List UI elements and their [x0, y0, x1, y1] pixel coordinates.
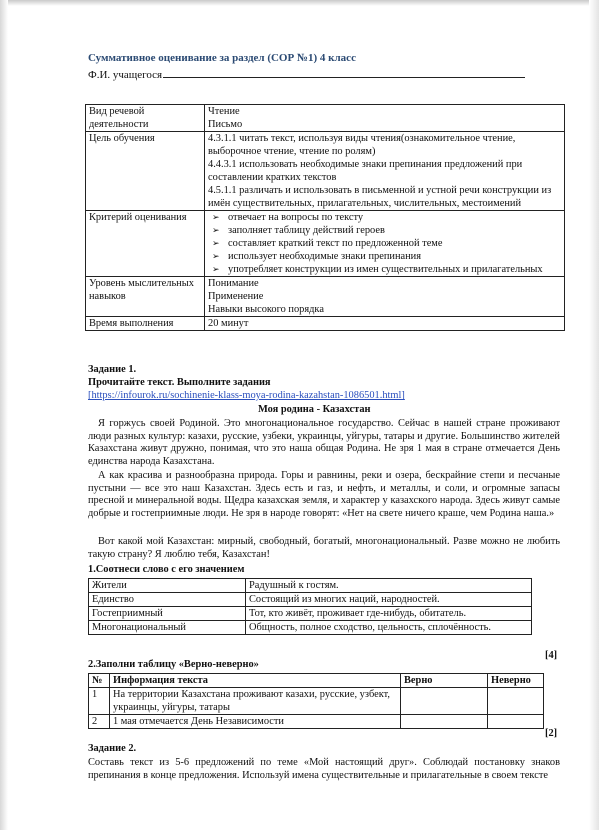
false-answer-cell[interactable] [488, 688, 544, 715]
speech-activity-values [205, 105, 565, 132]
speech-activity-label: Вид речевой деятельности [86, 105, 205, 132]
match-table [88, 578, 532, 635]
text-title: Моя родина - Казахстан [258, 404, 371, 415]
match-meaning: Общность, полное сходство, цельность, сплочённость. [246, 621, 532, 635]
student-name-row [88, 67, 525, 81]
criteria-list [208, 211, 561, 276]
false-answer-cell[interactable] [488, 715, 544, 729]
table-row [89, 579, 532, 593]
column-header: Неверно [488, 674, 544, 688]
speech-activity-value: Чтение [208, 106, 240, 117]
page-shadow-top [0, 0, 599, 6]
task2-text: Составь текст из 5-6 предложений по теме «Мой настоящий друг». Соблюдай постановку знаков препинания в конце предложения. Используй имена существительные и прилагательные в своем тексте [88, 757, 560, 781]
task1-instruction: Прочитайте текст. Выполните задания [88, 377, 271, 388]
true-answer-cell[interactable] [401, 688, 488, 715]
table-row [86, 105, 565, 132]
criteria-item: ➢ заполняет таблицу действий героев [208, 224, 561, 237]
true-false-score: [2] [545, 728, 558, 739]
match-word: Жители [89, 579, 246, 593]
criteria-item: ➢ употребляет конструкции из имен существительных и прилагательных [208, 263, 561, 276]
text-paragraph: Вот какой мой Казахстан: мирный, свободный, богатый, многонациональный. Разве можно не любить такую страну? Я люблю тебя, Казахстан! [88, 536, 560, 560]
level-label: Уровень мыслительных навыков [86, 277, 205, 317]
source-link[interactable]: [https://infourok.ru/sochinenie-klass-moya-rodina-kazahstan-1086501.html] [88, 390, 405, 401]
table-row [86, 211, 565, 277]
goal-item: 4.3.1.1 читать текст, используя виды чтения(ознакомительное чтение, выборочное чтение, чтение по ролям) [208, 133, 516, 157]
match-score: [4] [545, 650, 558, 661]
student-name-line [163, 67, 525, 78]
table-header-row [89, 674, 544, 688]
match-meaning: Состоящий из многих наций, народностей. [246, 593, 532, 607]
level-item: Навыки высокого порядка [208, 304, 324, 315]
row-number: 2 [89, 715, 110, 729]
goal-item: 4.4.3.1 использовать необходимые знаки препинания предложений при составлении кратких текстов [208, 159, 523, 183]
true-false-table [88, 673, 544, 729]
criteria-item: ➢ отвечает на вопросы по тексту [208, 211, 561, 224]
column-header: № [89, 674, 110, 688]
row-number: 1 [89, 688, 110, 715]
criteria-item: ➢ использует необходимые знаки препинания [208, 250, 561, 263]
table-row [86, 277, 565, 317]
column-header: Верно [401, 674, 488, 688]
page-shadow-left [0, 0, 8, 830]
criteria-cell [205, 211, 565, 277]
match-word: Гостеприимный [89, 607, 246, 621]
true-answer-cell[interactable] [401, 715, 488, 729]
task2-title: Задание 2. [88, 743, 137, 754]
speech-activity-value: Письмо [208, 119, 243, 130]
document-title: Суммативное оценивание за раздел (СОР №1) 4 класс [88, 52, 356, 64]
statement-text: На территории Казахстана проживают казахи, русские, узбект, украинцы, уйгуры, татары [110, 688, 401, 715]
table-row [86, 317, 565, 331]
student-name-label: Ф.И. учащегося [88, 69, 163, 81]
page-shadow-right [589, 0, 599, 830]
table-row [89, 593, 532, 607]
level-item: Применение [208, 291, 264, 302]
table-row [89, 607, 532, 621]
match-word: Единство [89, 593, 246, 607]
text-paragraph: Я горжусь своей Родиной. Это многонациональное государство. Сейчас в нашей стране проживают люди разных культур: казахи, русские, узбеки, украинцы, уйгуры, татары и другие. Большинство жителей Казахстана живут дружно, понимая, что это наша общая Родина. Не зря 1 мая в стране отмечается День единства народа Казахстана. [88, 418, 560, 467]
true-false-title: 2.Заполни таблицу «Верно-неверно» [88, 659, 259, 670]
table-row [89, 715, 544, 729]
match-meaning: Радушный к гостям. [246, 579, 532, 593]
goal-item: 4.5.1.1 различать и использовать в письменной и устной речи конструкции из имён существительных, прилагательных, числительных, местоимений [208, 185, 552, 209]
goal-label: Цель обучения [86, 132, 205, 211]
time-value: 20 минут [205, 317, 565, 331]
criteria-label: Критерий оценивания [86, 211, 205, 277]
goals-cell [205, 132, 565, 211]
match-meaning: Тот, кто живёт, проживает где-нибудь, обитатель. [246, 607, 532, 621]
match-title: 1.Соотнеси слово с его значением [88, 564, 245, 575]
table-row [89, 688, 544, 715]
time-label: Время выполнения [86, 317, 205, 331]
text-paragraph: А как красива и разнообразна природа. Горы и равнины, реки и озера, бескрайние степи и песчаные пустыни — все это наш Казахстан. Здесь есть и газ, и нефть, и металлы, и соли, и огромные запасы пресной и минеральной воды. Щедра казахская земля, и характер у казахского народа. Здесь живут самые добрые и гостеприимные люди. Не зря в народе говорят: «Нет на свете ничего краше, чем Родина наша.» [88, 470, 560, 519]
table-row [86, 132, 565, 211]
column-header: Информация текста [110, 674, 401, 688]
assessment-info-table [85, 104, 565, 331]
task1-title: Задание 1. [88, 364, 137, 375]
criteria-item: ➢ составляет краткий текст по предложенной теме [208, 237, 561, 250]
statement-text: 1 мая отмечается День Независимости [110, 715, 401, 729]
levels-cell [205, 277, 565, 317]
match-word: Многонациональный [89, 621, 246, 635]
table-row [89, 621, 532, 635]
level-item: Понимание [208, 278, 259, 289]
